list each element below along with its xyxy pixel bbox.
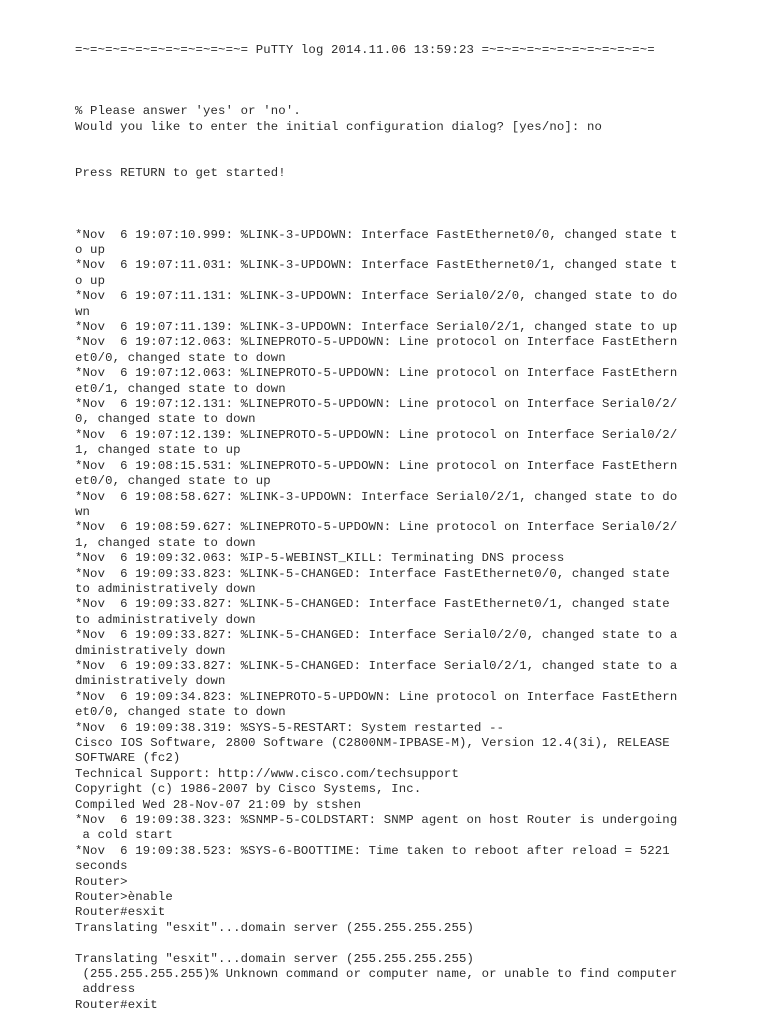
log-line: seconds xyxy=(75,859,128,874)
log-line: Translating "esxit"...domain server (255.255.255.255) xyxy=(75,951,475,966)
log-line: *Nov 6 19:07:11.131: %LINK-3-UPDOWN: Interface Serial0/2/0, changed state to do xyxy=(75,289,678,304)
log-line: 1, changed state to up xyxy=(75,443,241,458)
log-line: *Nov 6 19:09:33.827: %LINK-5-CHANGED: Interface FastEthernet0/1, changed state xyxy=(75,597,670,612)
log-line: wn xyxy=(75,504,91,519)
log-line: Router>ènable xyxy=(75,890,173,905)
log-line: *Nov 6 19:09:33.823: %LINK-5-CHANGED: Interface FastEthernet0/0, changed state xyxy=(75,566,670,581)
log-line: Cisco IOS Software, 2800 Software (C2800NM-IPBASE-M), Version 12.4(3i), RELEASE xyxy=(75,736,670,750)
log-line: Router> xyxy=(75,874,128,889)
log-line: Copyright (c) 1986-2007 by Cisco Systems, Inc. xyxy=(75,782,422,797)
log-line: *Nov 6 19:09:38.523: %SYS-6-BOOTTIME: Time taken to reboot after reload = 5221 xyxy=(75,843,670,858)
log-line: Press RETURN to get started! xyxy=(75,166,286,181)
log-line: 0, changed state to down xyxy=(75,412,256,427)
log-line: o up xyxy=(75,243,106,257)
log-line: to administratively down xyxy=(75,612,256,627)
log-line: wn xyxy=(75,304,91,319)
log-line: *Nov 6 19:09:38.323: %SNMP-5-COLDSTART: SNMP agent on host Router is undergoing xyxy=(75,813,678,828)
log-line: dministratively down xyxy=(75,674,226,689)
log-line: *Nov 6 19:07:11.139: %LINK-3-UPDOWN: Interface Serial0/2/1, changed state to up xyxy=(75,320,678,335)
log-line: Technical Support: http://www.cisco.com/techsupport xyxy=(75,766,459,781)
log-line: *Nov 6 19:07:10.999: %LINK-3-UPDOWN: Interface FastEthernet0/0, changed state t xyxy=(75,227,678,242)
log-line xyxy=(75,212,675,227)
log-line xyxy=(75,181,675,196)
log-line: et0/0, changed state to down xyxy=(75,705,286,720)
log-line: Would you like to enter the initial configuration dialog? [yes/no]: no xyxy=(75,119,603,134)
log-line: to administratively down xyxy=(75,581,256,596)
log-line: *Nov 6 19:09:38.319: %SYS-5-RESTART: System restarted -- xyxy=(75,720,505,735)
log-line: *Nov 6 19:09:33.827: %LINK-5-CHANGED: Interface Serial0/2/1, changed state to a xyxy=(75,658,678,673)
log-line: Router#esxit xyxy=(75,905,166,920)
log-line: *Nov 6 19:07:12.063: %LINEPROTO-5-UPDOWN: Line protocol on Interface FastEthern xyxy=(75,335,678,350)
log-line: *Nov 6 19:08:59.627: %LINEPROTO-5-UPDOWN: Line protocol on Interface Serial0/2/ xyxy=(75,520,678,535)
log-line: *Nov 6 19:07:12.063: %LINEPROTO-5-UPDOWN: Line protocol on Interface FastEthern xyxy=(75,366,678,381)
log-line: Router#exit xyxy=(75,997,158,1012)
log-line: o up xyxy=(75,273,106,288)
log-line xyxy=(75,197,675,212)
log-line: *Nov 6 19:07:11.031: %LINK-3-UPDOWN: Interface FastEthernet0/1, changed state t xyxy=(75,258,678,273)
log-line: SOFTWARE (fc2) xyxy=(75,751,181,766)
log-line: % Please answer 'yes' or 'no'. xyxy=(75,104,301,119)
log-line: et0/0, changed state to down xyxy=(75,350,286,365)
log-line: dministratively down xyxy=(75,643,226,658)
log-line xyxy=(75,151,675,166)
log-line: (255.255.255.255)% Unknown command or computer name, or unable to find computer xyxy=(75,967,678,982)
log-line: et0/1, changed state to down xyxy=(75,381,286,396)
log-line: *Nov 6 19:07:12.131: %LINEPROTO-5-UPDOWN: Line protocol on Interface Serial0/2/ xyxy=(75,397,678,412)
log-line: et0/0, changed state to up xyxy=(75,474,271,489)
log-line: *Nov 6 19:08:15.531: %LINEPROTO-5-UPDOWN: Line protocol on Interface FastEthern xyxy=(75,458,678,473)
log-header: =~=~=~=~=~=~=~=~=~=~=~= PuTTY log 2014.11.06 13:59:23 =~=~=~=~=~=~=~=~=~=~=~= xyxy=(75,42,655,57)
log-line: *Nov 6 19:09:34.823: %LINEPROTO-5-UPDOWN: Line protocol on Interface FastEthern xyxy=(75,689,678,704)
log-line: *Nov 6 19:09:33.827: %LINK-5-CHANGED: Interface Serial0/2/0, changed state to a xyxy=(75,628,678,643)
log-line: Translating "esxit"...domain server (255.255.255.255) xyxy=(75,920,475,935)
log-line: *Nov 6 19:08:58.627: %LINK-3-UPDOWN: Interface Serial0/2/1, changed state to do xyxy=(75,489,678,504)
putty-log-text xyxy=(75,12,678,1029)
log-line xyxy=(75,135,675,150)
log-lines xyxy=(75,89,678,1013)
log-line: a cold start xyxy=(75,828,173,843)
log-line: address xyxy=(75,982,136,997)
log-line xyxy=(75,89,675,104)
log-line: Compiled Wed 28-Nov-07 21:09 by stshen xyxy=(75,797,362,812)
log-line: *Nov 6 19:09:32.063: %IP-5-WEBINST_KILL: Terminating DNS process xyxy=(75,551,565,566)
log-line: 1, changed state to down xyxy=(75,535,256,550)
log-line xyxy=(75,936,675,951)
log-line: *Nov 6 19:07:12.139: %LINEPROTO-5-UPDOWN: Line protocol on Interface Serial0/2/ xyxy=(75,427,678,442)
